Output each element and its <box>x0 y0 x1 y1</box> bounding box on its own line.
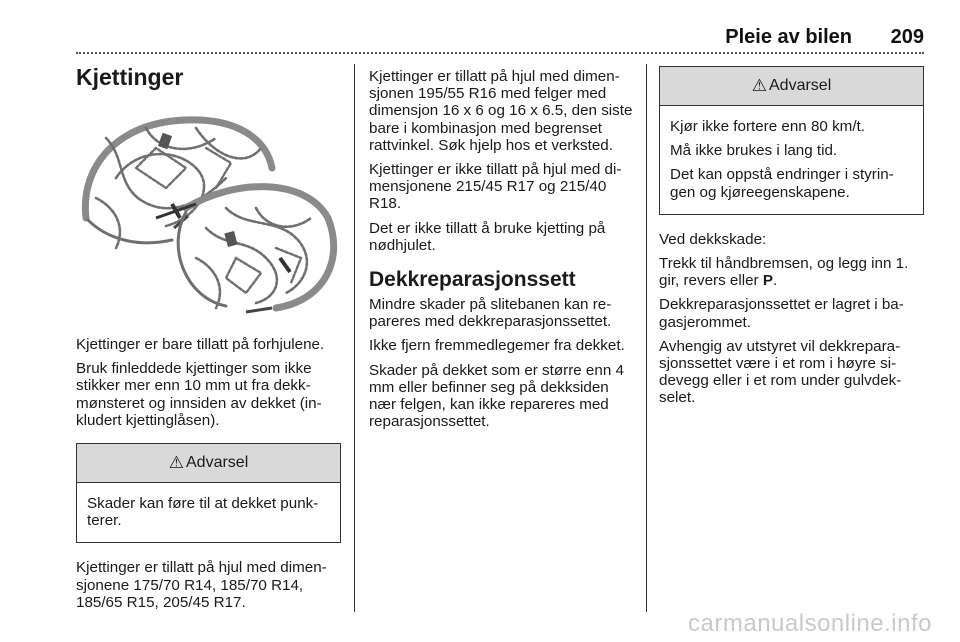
paragraph-allowed-dimensions: Kjettinger er tillatt på hjul med dimensjonene 175/70 R14, 185/70 R14, 185/65 R15, 205/45 R17. <box>76 559 327 611</box>
paragraph-kit-equipment: Avhengig av utstyret vil dekkreparasjonssettet være i et rom i høyre sidevegg eller i et rom under gulvdekselet. <box>659 337 902 407</box>
page-number: 209 <box>890 26 924 48</box>
warning-header <box>77 444 340 483</box>
warning-body <box>660 106 923 214</box>
warning-text-speed: Kjør ikke fortere enn 80 km/t. <box>670 118 865 135</box>
watermark: carmanualsonline.info <box>688 610 932 637</box>
paragraph-foreign-objects: Ikke fjern fremmedlegemer fra dekket. <box>369 337 625 355</box>
paragraph-195-55-r16: Kjettinger er tillatt på hjul med dimensjonen 195/55 R16 med felger med dimensjon 16 x 6 og 16 x 6.5, den siste bare i kombinasjon med begrenset rattvinkel. Søk hjelp hos et verksted. <box>369 68 633 154</box>
warning-title: Advarsel <box>186 454 249 472</box>
paragraph-spare-wheel: Det er ikke tillatt å bruke kjetting på nødhjulet. <box>369 219 606 254</box>
paragraph-front-wheels: Kjettinger er bare tillatt på forhjulene. <box>76 336 325 353</box>
section-heading-kjettinger: Kjettinger <box>76 64 184 90</box>
warning-text-handling: Det kan oppstå endringer i styringen og kjøreegenskapene. <box>670 166 894 201</box>
period: . <box>772 272 778 290</box>
column-divider-1 <box>354 64 355 612</box>
snow-chains-illustration-icon <box>76 108 341 322</box>
paragraph-large-damage: Skader på dekket som er større enn 4 mm eller befinner seg på dekksiden nær felgen, kan ikke repareres med reparasjonssettet. <box>369 361 624 431</box>
paragraph-fine-link-chains: Bruk finleddede kjettinger som ikke stikker mer enn 10 mm ut fra dekkmønsteret og innsiden av dekket (inkludert kjettinglåsen). <box>76 360 322 429</box>
page-title: Pleie av bilen <box>725 26 852 48</box>
column-3 <box>659 52 924 414</box>
warning-text: Skader kan føre til at dekket punkterer. <box>87 495 319 530</box>
warning-box-puncture <box>76 443 341 543</box>
handbrake-text: Trekk til håndbremsen, og legg inn 1. gir, revers eller <box>659 255 909 290</box>
paragraph-kit-location: Dekkreparasjonssettet er lagret i bagasjerommet. <box>659 296 904 331</box>
paragraph-not-allowed-dimensions: Kjettinger er ikke tillatt på hjul med dimensjonene 215/45 R17 og 215/40 R18. <box>369 161 622 213</box>
column-2 <box>369 68 634 437</box>
paragraph-minor-damage: Mindre skader på slitebanen kan repareres med dekkreparasjonssettet. <box>369 296 612 331</box>
column-divider-2 <box>646 64 647 612</box>
warning-text-duration: Må ikke brukes i lang tid. <box>670 142 838 160</box>
warning-icon: ⚠ <box>168 453 184 473</box>
warning-title: Advarsel <box>769 77 832 95</box>
section-heading-repair-kit: Dekkreparasjonssett <box>369 268 576 292</box>
warning-header <box>660 67 923 106</box>
gear-p-label: P <box>762 272 773 290</box>
column-1 <box>76 60 341 618</box>
warning-icon: ⚠ <box>751 76 767 96</box>
paragraph-handbrake <box>659 255 924 289</box>
paragraph-tyre-damage: Ved dekkskade: <box>659 230 767 248</box>
snow-chains-illustration <box>76 108 341 322</box>
page-header <box>76 26 924 50</box>
warning-box-speed <box>659 66 924 215</box>
warning-body <box>77 483 340 542</box>
